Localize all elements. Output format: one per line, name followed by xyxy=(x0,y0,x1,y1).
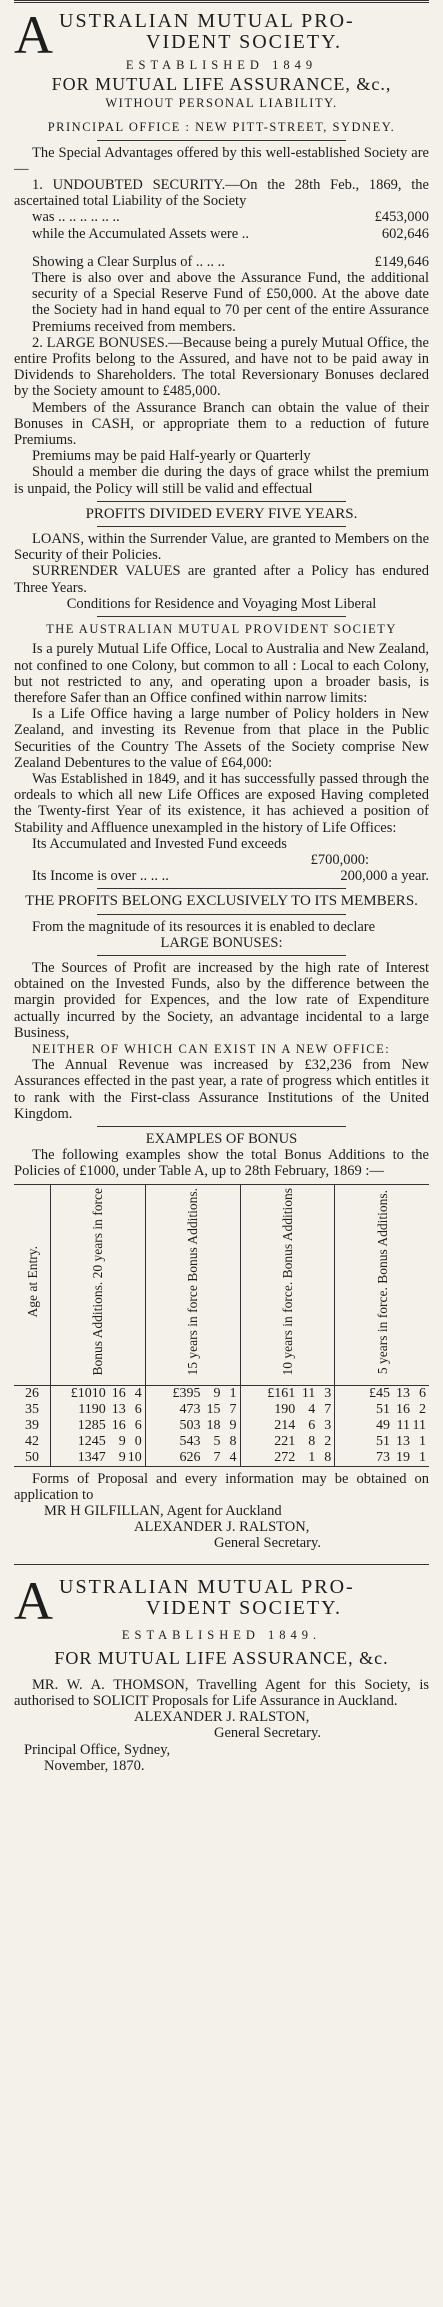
bonus-age-cell: 42 xyxy=(25,1433,39,1449)
bonus-pounds: 51 xyxy=(376,1401,390,1417)
ad1-established: ESTABLISHED 1849 xyxy=(125,58,318,72)
bonus-table-row xyxy=(14,1434,429,1450)
ad1-profits-divided: PROFITS DIVIDED EVERY FIVE YEARS. xyxy=(85,505,358,522)
bonus-pence: 8 xyxy=(229,1433,237,1449)
bonus-shillings: 9 xyxy=(118,1449,126,1465)
bonus-shillings: 15 xyxy=(206,1401,221,1417)
bonus-pounds: 626 xyxy=(179,1449,201,1465)
bonus-shillings: 18 xyxy=(206,1417,221,1433)
ad1-neither: NEITHER OF WHICH CAN EXIST IN A NEW OFFICE: xyxy=(32,1041,391,1056)
bonus-shillings: 6 xyxy=(308,1417,316,1433)
ad1-rule-1 xyxy=(97,140,346,141)
bonus-header-5: 5 years in force. Bonus Additions. xyxy=(335,1184,429,1385)
bonus-cell-c10 xyxy=(240,1434,335,1450)
ad1-was-established: Was Established in 1849, and it has successfully passed through the ordeals to which all new Life Offices are exposed Having completed the Twenty-first Year of its existence, it has achieved a position of Stability and Affluence unexampled in the history of Life Offices: xyxy=(14,770,429,836)
ad1-rule-5 xyxy=(97,888,346,889)
bonus-shillings: 7 xyxy=(213,1449,221,1465)
bonus-pence: 7 xyxy=(324,1401,332,1417)
bonus-pence: 8 xyxy=(324,1449,332,1465)
bonus-cell-c15 xyxy=(145,1450,240,1467)
bonus-pounds: 1347 xyxy=(77,1449,106,1465)
ad1-income-label: Its Income is over .. .. .. xyxy=(32,868,169,885)
ad2-dropcap: A xyxy=(14,1570,53,1631)
bonus-pence: 1 xyxy=(419,1433,426,1449)
bonus-table-row xyxy=(14,1385,429,1402)
bonus-pounds: £161 xyxy=(267,1385,296,1401)
ad1-member-dies: Should a member die during the days of grace whilst the premium is unpaid, the Policy will still be valid and effectual xyxy=(14,464,429,497)
ad1-liability-label: was .. .. .. .. .. .. xyxy=(32,209,120,226)
bonus-pence: 3 xyxy=(324,1385,332,1401)
bonus-shillings: 9 xyxy=(213,1385,221,1401)
ad1-surplus-row xyxy=(14,254,429,270)
bonus-header-15: 15 years in force Bonus Additions. xyxy=(145,1184,240,1385)
bonus-shillings: 16 xyxy=(111,1417,126,1433)
bonus-pence: 1 xyxy=(229,1385,237,1401)
ad1-secretary-name: ALEXANDER J. RALSTON, xyxy=(134,1519,310,1536)
ad1-conditions: Conditions for Residence and Voyaging Most Liberal xyxy=(66,595,377,612)
bonus-table-row xyxy=(14,1418,429,1434)
ad1-surplus-value: £149,646 xyxy=(374,253,429,270)
bonus-cell-c20 xyxy=(51,1402,146,1418)
bonus-table xyxy=(14,1184,429,1467)
bonus-cell-c20 xyxy=(51,1434,146,1450)
bonus-pence: 1 xyxy=(419,1449,426,1465)
bonus-shillings: 19 xyxy=(396,1449,410,1465)
bonus-cell-c5 xyxy=(335,1402,429,1418)
ad1-headline: FOR MUTUAL LIFE ASSURANCE, &c., xyxy=(51,74,392,95)
bonus-cell-c20 xyxy=(51,1385,146,1402)
bonus-pence: 2 xyxy=(419,1401,426,1417)
ad1-forms: Forms of Proposal and every information may be obtained on application to xyxy=(14,1470,429,1503)
bonus-pence: 0 xyxy=(134,1433,142,1449)
bonus-header-10: 10 years in force. Bonus Additions xyxy=(240,1184,335,1385)
bonus-shillings: 16 xyxy=(396,1401,410,1417)
ad1-title-line2: VIDENT SOCIETY. xyxy=(146,31,342,53)
ad1-intro: The Special Advantages offered by this well-established Society are— xyxy=(14,144,429,177)
ad2-established: ESTABLISHED 1849. xyxy=(121,1627,322,1642)
bonus-pounds: £395 xyxy=(172,1385,201,1401)
bonus-pounds: 1190 xyxy=(78,1401,106,1417)
bonus-pence: 4 xyxy=(134,1385,142,1401)
bonus-pounds: 51 xyxy=(376,1433,390,1449)
ad1-members-text: Members of the Assurance Branch can obtain the value of their Bonuses in CASH, or appropriate them to a reduction of future Premiums. xyxy=(14,399,429,449)
bonus-pounds: 473 xyxy=(179,1401,201,1417)
bonus-pounds: 1285 xyxy=(77,1417,106,1433)
ad1-loans: LOANS, within the Surrender Value, are granted to Members on the Security of their Policies. xyxy=(14,531,429,564)
ad1-assets-label: while the Accumulated Assets were .. xyxy=(32,225,250,242)
ad1-income-row xyxy=(14,868,429,884)
ad1-liability-value: £453,000 xyxy=(374,209,429,226)
ad1-rule-2 xyxy=(97,501,346,502)
bonus-age-cell: 35 xyxy=(25,1401,39,1417)
bonus-age-cell: 50 xyxy=(14,1450,51,1467)
bonus-shillings: 13 xyxy=(396,1385,410,1401)
ad1-premiums-text: Premiums may be paid Half-yearly or Quarterly xyxy=(32,448,311,465)
bonus-pence: 11 xyxy=(412,1417,426,1433)
bonus-pounds: £1010 xyxy=(70,1385,106,1401)
ad1-assets-row xyxy=(14,226,429,242)
bonus-pounds: 1245 xyxy=(77,1433,106,1449)
ad1-point1: 1. UNDOUBTED SECURITY.—On the 28th Feb., 1869, the ascertained total Liability of the Society xyxy=(14,177,429,210)
ad1-large-bonuses: LARGE BONUSES: xyxy=(160,934,283,951)
bonus-pounds: 73 xyxy=(376,1449,390,1465)
ad1-sources: The Sources of Profit are increased by the high rate of Interest obtained on the Invested Funds, also by the difference between the margin provided for Expences, and the low rate of Expenditure actually incurred by the Society, an advantage incidental to a large Business, xyxy=(14,959,429,1041)
bonus-age-cell: 39 xyxy=(25,1417,39,1433)
ad1-secretary-title: General Secretary. xyxy=(214,1535,321,1552)
ad1-rule-3 xyxy=(97,526,346,527)
ad1-principal-office: PRINCIPAL OFFICE : NEW PITT-STREET, SYDNEY. xyxy=(47,120,396,135)
bonus-pounds: £45 xyxy=(369,1385,390,1401)
bonus-shillings: 13 xyxy=(111,1401,126,1417)
bonus-cell-c15 xyxy=(145,1418,240,1434)
bonus-pence: 2 xyxy=(324,1433,332,1449)
bonus-pounds: 221 xyxy=(274,1433,296,1449)
ad2-masthead xyxy=(14,1570,429,1631)
ad1-surrender: SURRENDER VALUES are granted after a Policy has endured Three Years. xyxy=(14,563,429,596)
bonus-cell-c20 xyxy=(51,1418,146,1434)
ad1-dropcap: A xyxy=(14,5,53,65)
bonus-pence: 6 xyxy=(134,1417,142,1433)
bonus-pounds: 503 xyxy=(179,1417,201,1433)
ad1-surplus-text: There is also over and above the Assurance Fund, the additional security of a Special Reserve Fund of £50,000. At the above date the Society had in hand equal to 70 per cent of the entire Assurance Premiums received from members. xyxy=(32,270,429,335)
bonus-pence: 10 xyxy=(127,1449,142,1465)
bonus-pounds: 543 xyxy=(179,1433,201,1449)
ad1-assets-value: 602,646 xyxy=(381,225,429,242)
ad1-point2: 2. LARGE BONUSES.—Because being a purely Mutual Office, the entire Profits belong to the Assured, and have not to be paid away in Dividends to Shareholders. The total Reversionary Bonuses declared by the Society amount to £485,000. xyxy=(14,334,429,400)
ad1-subhead: WITHOUT PERSONAL LIABILITY. xyxy=(105,96,338,111)
bonus-shillings: 13 xyxy=(396,1433,410,1449)
bonus-shillings: 9 xyxy=(118,1433,126,1449)
bonus-cell-c5 xyxy=(335,1385,429,1402)
bonus-pence: 9 xyxy=(229,1417,237,1433)
bonus-pence: 6 xyxy=(134,1401,142,1417)
ad2-headline: FOR MUTUAL LIFE ASSURANCE, &c. xyxy=(54,1647,389,1668)
bonus-pounds: 272 xyxy=(274,1449,296,1465)
bonus-shillings: 11 xyxy=(301,1385,316,1401)
bonus-cell-c10 xyxy=(240,1450,335,1467)
bonus-header-20: Bonus Additions. 20 years in force xyxy=(51,1184,146,1385)
bonus-shillings: 11 xyxy=(396,1417,410,1433)
ad2-secretary-name: ALEXANDER J. RALSTON, xyxy=(134,1709,310,1726)
ad1-title-line1: USTRALIAN MUTUAL PRO- xyxy=(59,10,355,32)
bonus-shillings: 16 xyxy=(111,1385,126,1401)
bonus-cell-c15 xyxy=(145,1402,240,1418)
ad1-rule-6 xyxy=(97,914,346,915)
bonus-table-header xyxy=(14,1184,429,1385)
bonus-cell-c5 xyxy=(335,1434,429,1450)
bonus-cell-c20 xyxy=(51,1450,146,1467)
advertisement-1 xyxy=(14,5,429,1552)
ad1-agent: MR H GILFILLAN, Agent for Auckland xyxy=(44,1503,282,1519)
bonus-pence: 6 xyxy=(419,1385,426,1401)
ad1-income-value: 200,000 a year. xyxy=(340,868,429,885)
ad1-rule-7 xyxy=(97,955,346,956)
bonus-table-row xyxy=(14,1450,429,1467)
bonus-cell-c10 xyxy=(240,1402,335,1418)
ad2-secretary-title: General Secretary. xyxy=(214,1725,321,1742)
ad1-magnitude: From the magnitude of its resources it is enabled to declare xyxy=(32,918,376,935)
ad1-society-heading: THE AUSTRALIAN MUTUAL PROVIDENT SOCIETY xyxy=(46,622,397,637)
ad1-rule-8 xyxy=(97,1126,346,1127)
bonus-cell-c10 xyxy=(240,1385,335,1402)
bonus-pence: 4 xyxy=(229,1449,237,1465)
ad1-rule-4 xyxy=(97,616,346,617)
ad2-title-line1: USTRALIAN MUTUAL PRO- xyxy=(59,1575,355,1598)
ad1-accumulated-label: Its Accumulated and Invested Fund exceeds xyxy=(32,835,287,852)
bonus-shillings: 5 xyxy=(213,1433,221,1449)
ad2-office-line1: Principal Office, Sydney, xyxy=(24,1741,171,1758)
ad1-profits-belong: THE PROFITS BELONG EXCLUSIVELY TO ITS MEMBERS. xyxy=(25,893,418,910)
ad1-surplus-label: Showing a Clear Surplus of .. .. .. xyxy=(32,253,225,270)
ad2-office-line2: November, 1870. xyxy=(44,1757,145,1774)
ad1-liability-row xyxy=(14,209,429,225)
newspaper-column xyxy=(14,0,429,2307)
ad1-examples-heading: EXAMPLES OF BONUS xyxy=(145,1130,298,1147)
bonus-cell-c15 xyxy=(145,1385,240,1402)
bonus-pounds: 49 xyxy=(376,1417,390,1433)
bonus-pounds: 190 xyxy=(274,1401,296,1417)
bonus-age-cell: 26 xyxy=(25,1385,39,1401)
bonus-pence: 7 xyxy=(229,1401,237,1417)
ad2-thomson: MR. W. A. THOMSON, Travelling Agent for this Society, is authorised to SOLICIT Proposals for Life Assurance in Auckland. xyxy=(14,1676,429,1710)
bonus-cell-c5 xyxy=(335,1450,429,1467)
ad1-accumulated-value: £700,000: xyxy=(310,851,369,868)
bonus-pence: 3 xyxy=(324,1417,332,1433)
bonus-shillings: 8 xyxy=(308,1433,316,1449)
ad1-is-life-office: Is a Life Office having a large number of Policy holders in New Zealand, and investing its Revenue from that place in the Public Securities of the Country The Assets of the Society comprise New Zealand Debentures to the value of £64,000: xyxy=(14,706,429,771)
bonus-shillings: 1 xyxy=(308,1449,316,1465)
bonus-cell-c10 xyxy=(240,1418,335,1434)
bonus-pounds: 214 xyxy=(274,1417,296,1433)
bonus-table-row xyxy=(14,1402,429,1418)
bonus-cell-c5 xyxy=(335,1418,429,1434)
advertisement-2 xyxy=(14,1570,429,1774)
bonus-shillings: 4 xyxy=(308,1401,316,1417)
ad1-revenue: The Annual Revenue was increased by £32,236 from New Assurances effected in the past year, a rate of progress which entitles it to rank with the First-class Assurance Institutions of the United Kingdom. xyxy=(14,1057,429,1122)
bonus-header-age: Age at Entry. xyxy=(14,1184,51,1385)
bonus-cell-c15 xyxy=(145,1434,240,1450)
ad1-examples-intro: The following examples show the total Bonus Additions to the Policies of £1000, under Table A, up to 28th February, 1869 :— xyxy=(14,1147,429,1180)
ad2-title-line2: VIDENT SOCIETY. xyxy=(146,1596,342,1619)
ad1-is-purely: Is a purely Mutual Life Office, Local to Australia and New Zealand, not confined to one Colony, but common to all : Local to each Colony, but not restricted to any, and operating upon a broader basis, is therefore Safer than an Office confined within narrow limits: xyxy=(14,641,429,706)
